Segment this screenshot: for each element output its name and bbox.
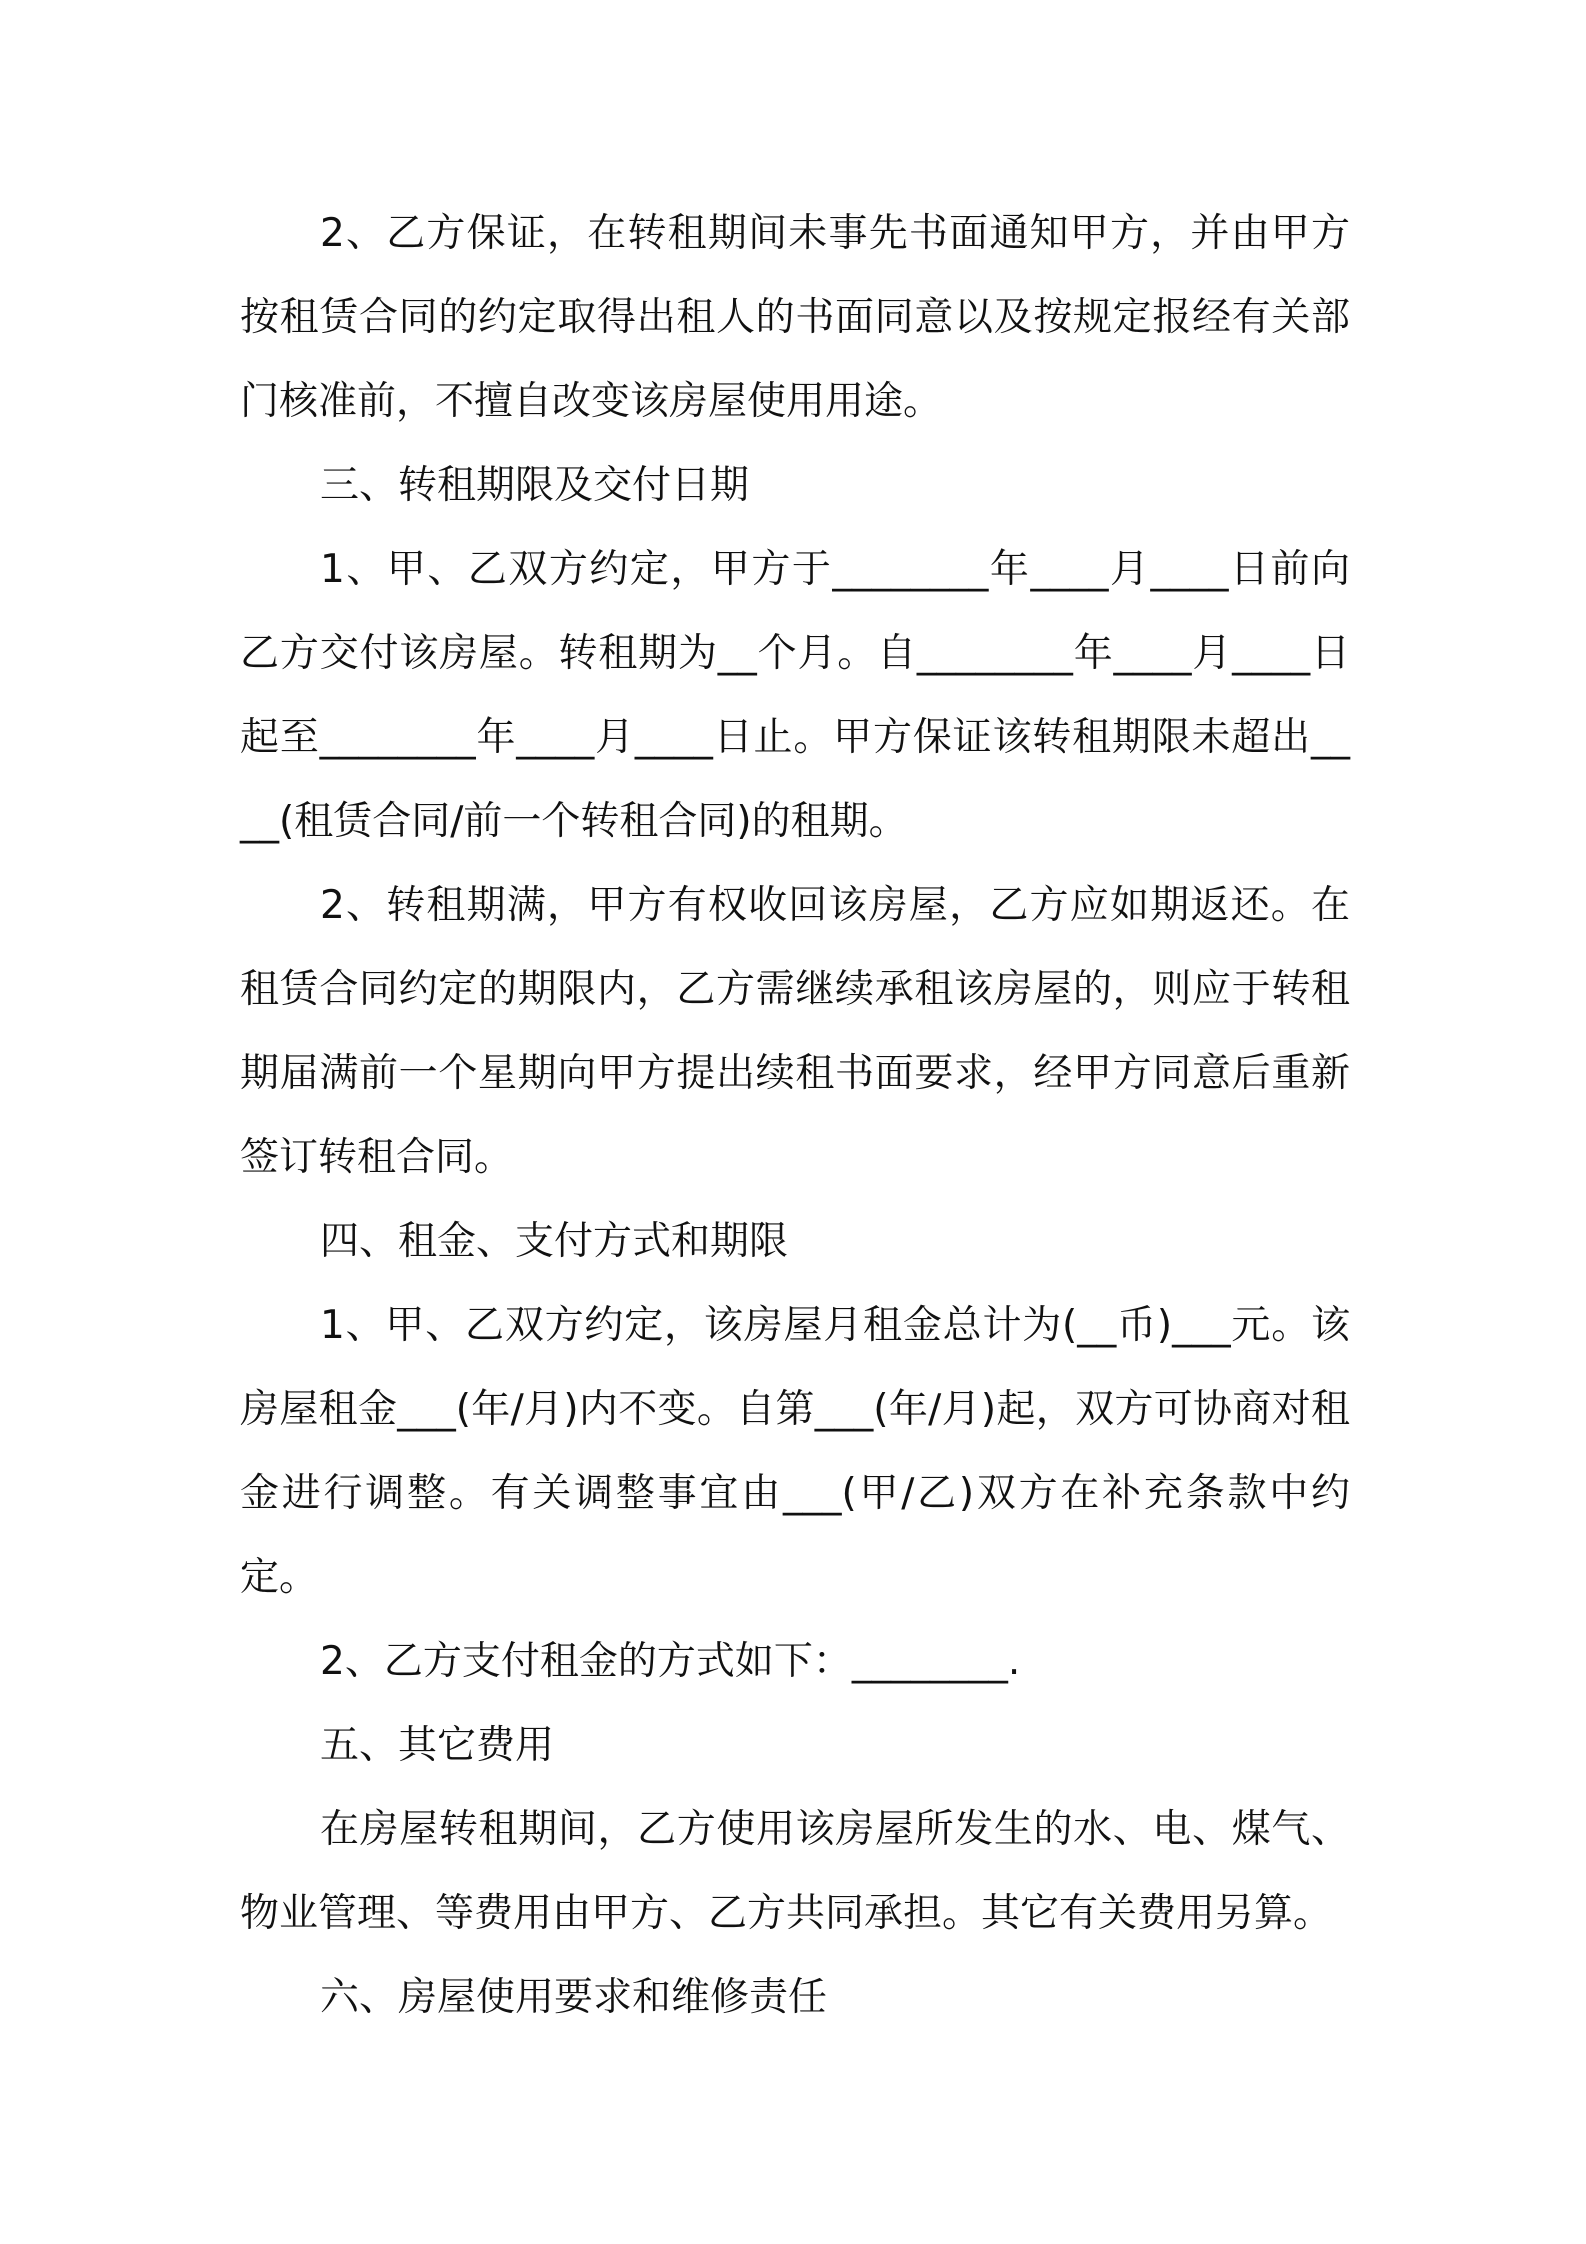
clause-3-1-delivery-term: 1、甲、乙双方约定，甲方于________年____月____日前向乙方交付该房屋。转租期为__个月。自________年____月____日起至________年____月____日止。甲方保证该转租期限未超出____(租赁合同/前一个转租合同)的租期。	[240, 547, 1350, 844]
document-body	[240, 192, 1350, 2040]
section-6-heading: 六、房屋使用要求和维修责任	[320, 1975, 828, 2020]
section-5-heading: 五、其它费用	[320, 1723, 555, 1768]
section-4-heading: 四、租金、支付方式和期限	[320, 1219, 789, 1264]
clause-2-usage-guarantee: 2、乙方保证，在转租期间未事先书面通知甲方，并由甲方按租赁合同的约定取得出租人的书面同意以及按规定报经有关部门核准前，不擅自改变该房屋使用用途。	[240, 211, 1350, 424]
clause-3-2-term-expiry: 2、转租期满，甲方有权收回该房屋，乙方应如期返还。在租赁合同约定的期限内，乙方需继续承租该房屋的，则应于转租期届满前一个星期向甲方提出续租书面要求，经甲方同意后重新签订转租合同。	[240, 883, 1350, 1180]
section-3-heading: 三、转租期限及交付日期	[320, 463, 750, 508]
clause-5-other-fees: 在房屋转租期间，乙方使用该房屋所发生的水、电、煤气、物业管理、等费用由甲方、乙方共同承担。其它有关费用另算。	[240, 1807, 1350, 1936]
clause-4-1-rent-amount: 1、甲、乙双方约定，该房屋月租金总计为(__币)___元。该房屋租金___(年/月)内不变。自第___(年/月)起，双方可协商对租金进行调整。有关调整事宜由___(甲/乙)双方在补充条款中约定。	[240, 1303, 1350, 1600]
clause-4-2-payment-method: 2、乙方支付租金的方式如下：________.	[320, 1639, 1021, 1684]
